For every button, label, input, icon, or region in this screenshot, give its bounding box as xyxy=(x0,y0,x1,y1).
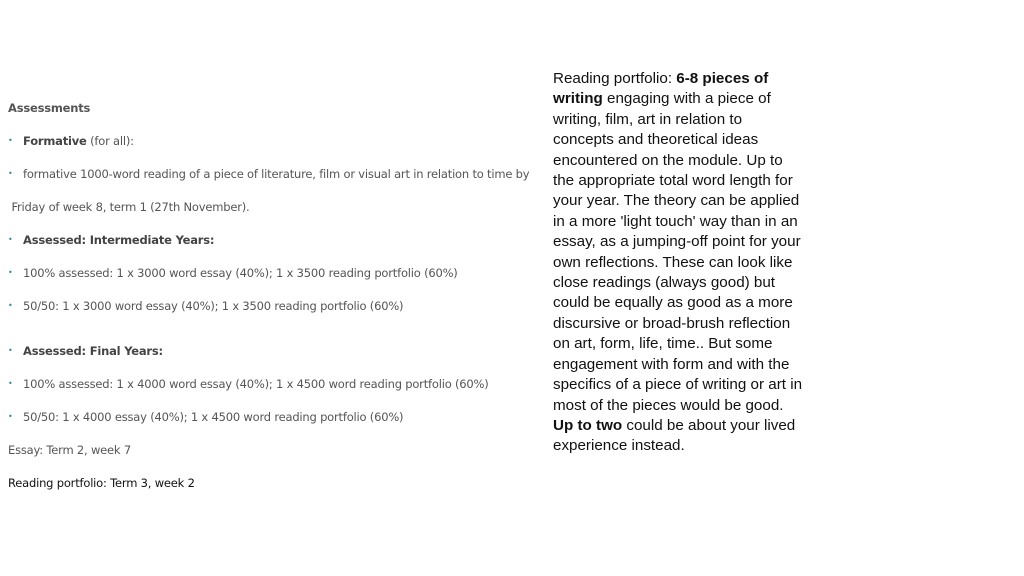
bullet-icon: • xyxy=(8,169,13,178)
bullet-icon: • xyxy=(8,235,13,244)
intermediate-5050-text: 50/50: 1 x 3000 word essay (40%); 1 x 3500 reading portfolio (60%) xyxy=(23,299,404,313)
bullet-icon: • xyxy=(8,379,13,388)
intermediate-heading: Assessed: Intermediate Years: xyxy=(23,233,215,247)
final-100-text: 100% assessed: 1 x 4000 word essay (40%); 1 x 4500 word reading portfolio (60%) xyxy=(23,377,489,391)
portfolio-deadline: Reading portfolio: Term 3, week 2 xyxy=(8,476,195,490)
bullet-icon: • xyxy=(8,412,13,421)
rp-bold-1: 6-8 pieces of writing xyxy=(553,70,769,108)
bullet-icon: • xyxy=(8,301,13,310)
formative-detail-text: formative 1000-word reading of a piece of literature, film or visual art in relation to time by xyxy=(23,167,530,181)
rp-text-1: Reading portfolio: xyxy=(553,70,677,87)
bullet-icon: • xyxy=(8,136,13,145)
formative-deadline-text xyxy=(8,197,249,217)
bullet-icon: • xyxy=(8,346,13,355)
reading-portfolio-description xyxy=(553,69,805,457)
formative-label: Formative xyxy=(23,134,87,148)
essay-deadline: Essay: Term 2, week 7 xyxy=(8,443,131,457)
final-heading: Assessed: Final Years: xyxy=(23,344,163,358)
final-5050-text: 50/50: 1 x 4000 essay (40%); 1 x 4500 word reading portfolio (60%) xyxy=(23,410,404,424)
intermediate-100-text: 100% assessed: 1 x 3000 word essay (40%); 1 x 3500 reading portfolio (60%) xyxy=(23,266,458,280)
rp-bold-2: Up to two xyxy=(553,416,623,434)
rp-text-3: could be about your lived experience instead. xyxy=(553,416,796,455)
bullet-icon: • xyxy=(8,268,13,277)
assessments-title: Assessments xyxy=(8,101,91,115)
rp-text-2: engaging with a piece of writing, film, art in relation to concepts and theoretical ideas encountered on the module. Up to the appropriate total word length for your year. The theory can be applied in a more 'light touch' way than in an essay, as a jumping-off point for your own reflections. These can look like close readings (always good) but could be equally as good as a more discursive or broad-brush reflection on art, form, life, time.. But some engagement with form and with the specifics of a piece of writing or art in most of the pieces would be good. xyxy=(553,90,803,414)
formative-suffix: (for all): xyxy=(86,134,134,148)
formative-deadline: Friday of week 8, term 1 (27th November). xyxy=(8,200,250,214)
